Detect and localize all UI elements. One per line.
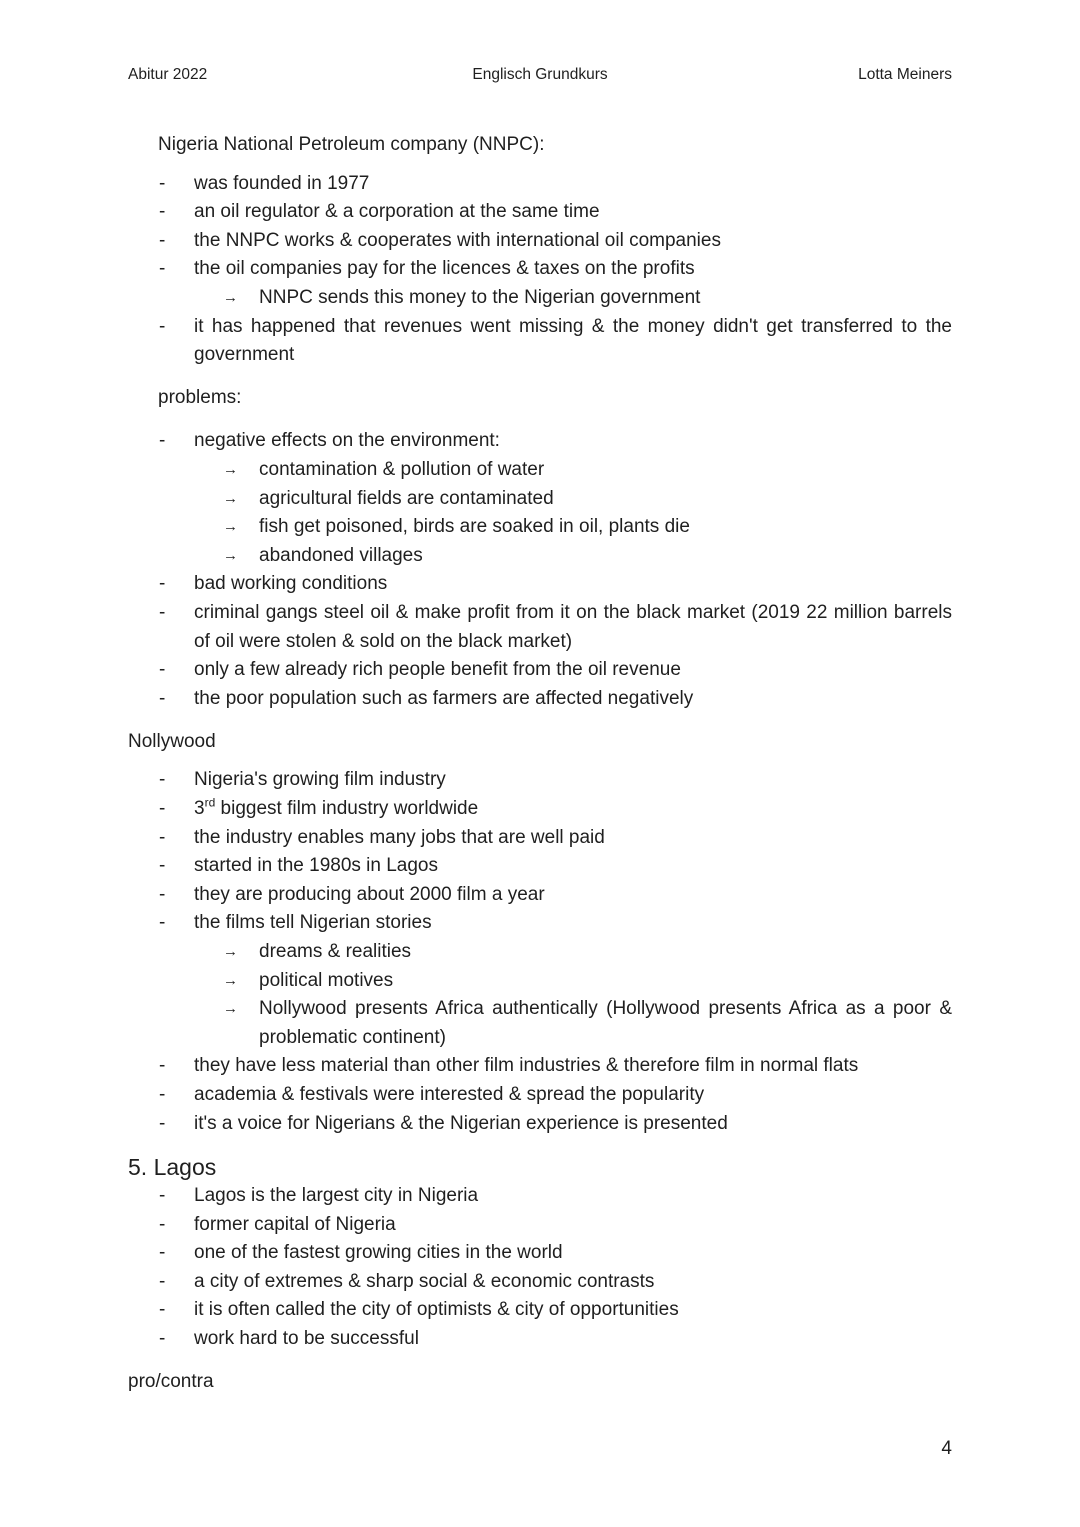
list-item: - former capital of Nigeria (0, 1211, 1080, 1240)
dash-bullet: - (159, 659, 166, 681)
list-item: - they have less material than other film industries & therefore film in normal flats (0, 1052, 1080, 1081)
problems-list (0, 427, 1080, 456)
dash-bullet: - (159, 601, 166, 623)
dash-bullet: - (159, 1270, 166, 1292)
list-item: - the industry enables many jobs that are well paid (0, 824, 1080, 853)
procontra-label: pro/contra (128, 1371, 214, 1393)
list-item: - a city of extremes & sharp social & economic contrasts (0, 1268, 1080, 1297)
arrow-right-icon: → (223, 546, 238, 564)
arrow-right-icon: → (223, 942, 238, 960)
list-item: - one of the fastest growing cities in the world (0, 1239, 1080, 1268)
list-item: - was founded in 1977 (0, 170, 1080, 199)
dash-bullet: - (159, 797, 166, 819)
list-item: - it is often called the city of optimists & city of opportunities (0, 1296, 1080, 1325)
dash-bullet: - (159, 769, 166, 791)
list-item: - academia & festivals were interested & spread the popularity (0, 1081, 1080, 1110)
header-author: Lotta Meiners (858, 66, 952, 83)
dash-bullet: - (159, 430, 166, 452)
sub-list-item: → Nollywood presents Africa authentically (Hollywood presents Africa as a poor & problematic continent) (0, 995, 1080, 1052)
page-header (128, 66, 952, 86)
dash-bullet: - (159, 1328, 166, 1350)
nnpc-title: Nigeria National Petroleum company (NNPC): (158, 134, 545, 155)
list-item: - 3rd biggest film industry worldwide (0, 795, 1080, 824)
problems-title: problems: (158, 387, 242, 409)
dash-bullet: - (159, 1185, 166, 1207)
sub-list-item: → NNPC sends this money to the Nigerian government (0, 284, 1080, 313)
dash-bullet: - (159, 1083, 166, 1105)
dash-bullet: - (159, 315, 166, 337)
header-course: Englisch Grundkurs (472, 66, 608, 83)
sub-list-item: → fish get poisoned, birds are soaked in oil, plants die (0, 513, 1080, 542)
arrow-right-icon: → (223, 489, 238, 507)
list-item: - Lagos is the largest city in Nigeria (0, 1182, 1080, 1211)
nollywood-sub-list (0, 938, 1080, 1052)
dash-bullet: - (159, 1299, 166, 1321)
header-exam: Abitur 2022 (128, 66, 208, 83)
sub-list-item: → dreams & realities (0, 938, 1080, 967)
list-item: - negative effects on the environment: (0, 427, 1080, 456)
sub-list-item: → political motives (0, 967, 1080, 996)
dash-bullet: - (159, 1242, 166, 1264)
list-item: - work hard to be successful (0, 1325, 1080, 1354)
dash-bullet: - (159, 826, 166, 848)
dash-bullet: - (159, 855, 166, 877)
nollywood-title: Nollywood (128, 730, 216, 752)
list-item: - criminal gangs steel oil & make profit from it on the black market (2019 22 million barrels of oil were stolen & sold on the black market) (0, 599, 1080, 656)
arrow-right-icon: → (223, 460, 238, 478)
dash-bullet: - (159, 258, 166, 280)
list-item: - the films tell Nigerian stories (0, 909, 1080, 938)
arrow-right-icon: → (223, 1000, 238, 1018)
nnpc-list (0, 170, 1080, 284)
dash-bullet: - (159, 1213, 166, 1235)
dash-bullet: - (159, 172, 166, 194)
list-item: - it has happened that revenues went missing & the money didn't get transferred to the government (0, 313, 1080, 370)
arrow-right-icon: → (223, 288, 238, 306)
nollywood-list (0, 766, 1080, 938)
arrow-right-icon: → (223, 518, 238, 536)
arrow-right-icon: → (223, 971, 238, 989)
list-item: - an oil regulator & a corporation at the same time (0, 198, 1080, 227)
dash-bullet: - (159, 1112, 166, 1134)
page-number: 4 (941, 1438, 952, 1459)
sub-list-item: → agricultural fields are contaminated (0, 485, 1080, 514)
list-item: - only a few already rich people benefit from the oil revenue (0, 656, 1080, 685)
dash-bullet: - (159, 1055, 166, 1077)
dash-bullet: - (159, 229, 166, 251)
list-item: - the oil companies pay for the licences & taxes on the profits (0, 255, 1080, 284)
list-item: - they are producing about 2000 film a year (0, 881, 1080, 910)
list-item: - started in the 1980s in Lagos (0, 852, 1080, 881)
env-sub-list (0, 456, 1080, 570)
dash-bullet: - (159, 687, 166, 709)
lagos-heading: 5. Lagos (128, 1154, 217, 1181)
dash-bullet: - (159, 912, 166, 934)
list-item: - bad working conditions (0, 570, 1080, 599)
nnpc-sub-list (0, 284, 1080, 313)
list-item: - Nigeria's growing film industry (0, 766, 1080, 795)
list-item: - the poor population such as farmers are affected negatively (0, 685, 1080, 714)
document-body (0, 131, 1080, 1397)
dash-bullet: - (159, 201, 166, 223)
list-item: - it's a voice for Nigerians & the Nigerian experience is presented (0, 1110, 1080, 1139)
sub-list-item: → abandoned villages (0, 542, 1080, 571)
dash-bullet: - (159, 883, 166, 905)
lagos-list (0, 1182, 1080, 1354)
list-item: - the NNPC works & cooperates with international oil companies (0, 227, 1080, 256)
sub-list-item: → contamination & pollution of water (0, 456, 1080, 485)
dash-bullet: - (159, 573, 166, 595)
